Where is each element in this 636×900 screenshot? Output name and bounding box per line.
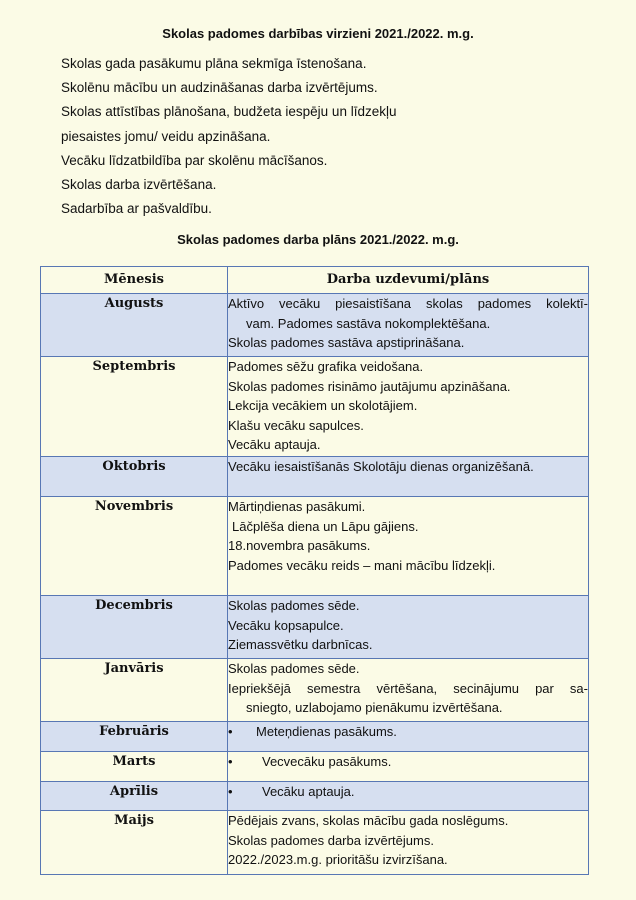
table-row-marts — [41, 752, 589, 782]
task-line: Vecāku iesaistīšanās Skolotāju dienas organizēšanā. — [228, 459, 534, 474]
month-cell: Februāris — [41, 722, 228, 752]
task-line: • Vecvecāku pasākums. — [228, 752, 588, 772]
table-row-maijs — [41, 811, 589, 875]
direction-item: Skolēnu mācību un audzināšanas darba izvērtējums. — [61, 80, 378, 96]
month-cell: Novembris — [41, 497, 228, 596]
task-line: Mārtiņdienas pasākumi. — [228, 499, 366, 514]
month-cell: Septembris — [41, 357, 228, 457]
task-line: sniegto, uzlabojamo pienākumu izvērtēšana. — [246, 700, 503, 716]
task-line: vam. Padomes sastāva nokomplektēšana. — [246, 315, 491, 331]
task-line: Vecāku kopsapulce. — [228, 617, 344, 633]
task-line: 18.novembra pasākums. — [228, 538, 371, 554]
table-row-novembris — [41, 497, 589, 596]
task-line: Vecāku aptauja. — [228, 437, 321, 453]
table-row-decembris — [41, 596, 589, 659]
task-line: Padomes vecāku reids – mani mācību līdzekļi. — [228, 557, 496, 573]
tasks-cell — [228, 782, 589, 811]
directions-list — [61, 52, 396, 221]
task-line: Klašu vecāku sapulces. — [228, 417, 364, 433]
table-row-janvaris — [41, 659, 589, 722]
task-line: Pēdējais zvans, skolas mācību gada noslēgums. — [228, 813, 509, 828]
task-line: Ziemassvētku darbnīcas. — [228, 637, 373, 653]
task-line: Iepriekšējā semestra vērtēšana, secinājumu par sa- — [228, 680, 588, 696]
table-row-augusts — [41, 294, 589, 357]
task-line: Aktīvo vecāku piesaistīšana skolas padomes kolektī- — [228, 296, 588, 311]
table-header-row — [41, 267, 589, 294]
month-cell: Marts — [41, 752, 228, 782]
task-line: Lekcija vecākiem un skolotājiem. — [228, 398, 418, 414]
directions-heading: Skolas padomes darbības virzieni 2021./2022. m.g. — [162, 26, 474, 41]
tasks-cell — [228, 497, 589, 596]
tasks-cell — [228, 659, 589, 722]
direction-item: Skolas darba izvērtēšana. — [61, 176, 217, 192]
tasks-cell — [228, 596, 589, 659]
task-line: Lāčplēša diena un Lāpu gājiens. — [232, 518, 419, 534]
month-cell: Maijs — [41, 811, 228, 875]
direction-item: Skolas gada pasākumu plāna sekmīga īstenošana. — [61, 56, 367, 71]
plan-table — [40, 266, 589, 875]
tasks-cell — [228, 722, 589, 752]
task-line: 2022./2023.m.g. prioritāšu izvirzīšana. — [228, 852, 448, 868]
task-line: Padomes sēžu grafika veidošana. — [228, 359, 424, 374]
task-line: • Meteņdienas pasākums. — [228, 722, 588, 742]
direction-item: Vecāku līdzatbildība par skolēnu mācīšanos. — [61, 152, 328, 168]
tasks-cell — [228, 752, 589, 782]
tasks-cell — [228, 811, 589, 875]
task-line: Skolas padomes sēde. — [228, 661, 360, 676]
table-row-aprilis — [41, 782, 589, 811]
task-line: Skolas padomes sastāva apstiprināšana. — [228, 335, 465, 351]
month-cell: Oktobris — [41, 457, 228, 497]
tasks-cell — [228, 294, 589, 357]
table-row-februaris — [41, 722, 589, 752]
direction-item: Skolas attīstības plānošana, budžeta iespēju un līdzekļu — [61, 104, 397, 120]
tasks-cell — [228, 357, 589, 457]
direction-item: piesaistes jomu/ veidu apzināšana. — [61, 128, 271, 144]
month-cell: Janvāris — [41, 659, 228, 722]
task-line: Skolas padomes risināmo jautājumu apzināšana. — [228, 378, 511, 394]
tasks-column-header: Darba uzdevumi/plāns — [228, 267, 589, 294]
month-cell: Aprīlis — [41, 782, 228, 811]
plan-heading: Skolas padomes darba plāns 2021./2022. m.g. — [177, 232, 459, 247]
table-row-septembris — [41, 357, 589, 457]
table-row-oktobris — [41, 457, 589, 497]
tasks-cell — [228, 457, 589, 497]
task-line: • Vecāku aptauja. — [228, 782, 588, 802]
task-line: Skolas padomes sēde. — [228, 598, 360, 613]
month-column-header: Mēnesis — [41, 267, 228, 294]
month-cell: Augusts — [41, 294, 228, 357]
direction-item: Sadarbība ar pašvaldību. — [61, 201, 212, 217]
month-cell: Decembris — [41, 596, 228, 659]
task-line: Skolas padomes darba izvērtējums. — [228, 832, 434, 848]
